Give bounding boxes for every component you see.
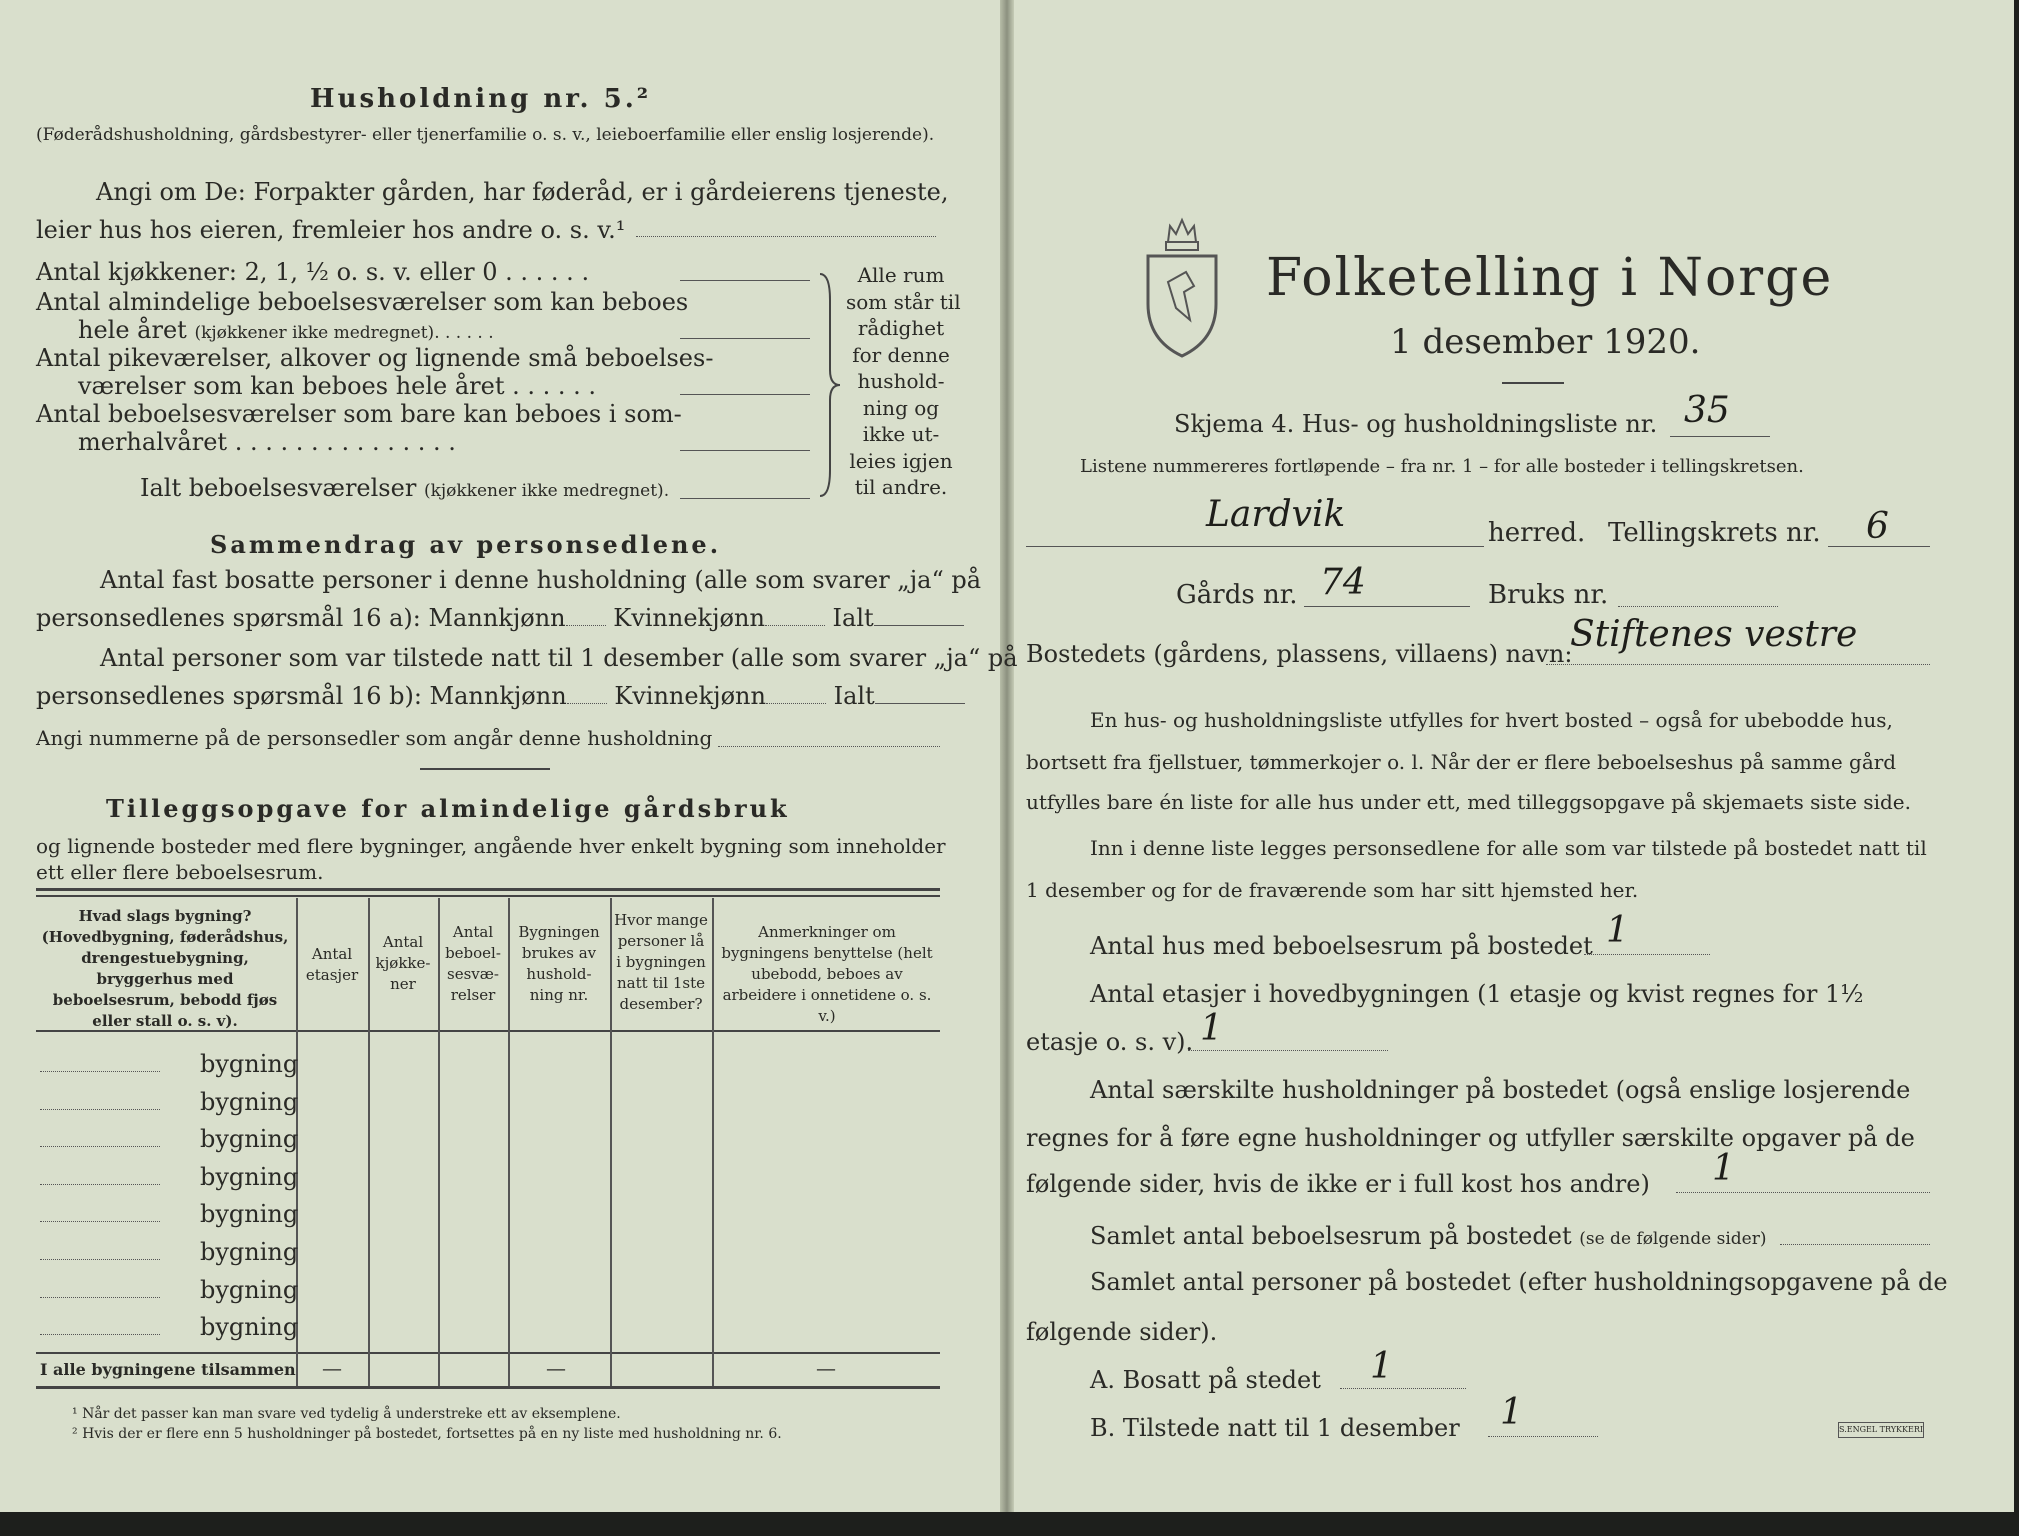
bygning-field[interactable] bbox=[40, 1071, 160, 1072]
bygning-label: bygning bbox=[200, 1087, 299, 1116]
footnote-1: ¹ Når det passer kan man svare ved tydelig å understreke ett av eksemplene. bbox=[72, 1406, 621, 1422]
table-row[interactable] bbox=[40, 1272, 299, 1310]
bygning-label: bygning bbox=[200, 1200, 299, 1229]
sommer-line2: merhalvåret . . . . . . . . . . . . . . . bbox=[78, 428, 456, 456]
pike-answer-line[interactable] bbox=[680, 394, 810, 395]
total-dash: — bbox=[546, 1356, 566, 1380]
ialt-answer-line[interactable] bbox=[680, 498, 810, 499]
table-header-cell bbox=[38, 906, 292, 1032]
bostedets-value: Stiftenes vestre bbox=[1570, 614, 1858, 655]
almindelige-line2 bbox=[78, 316, 494, 344]
ialt-line bbox=[140, 474, 669, 502]
sommer-line1: Antal beboelsesværelser som bare kan beboes i som- bbox=[36, 400, 682, 428]
side-note-line: ikke ut- bbox=[862, 422, 940, 446]
tilstede-mann-label: personsedlenes spørsmål 16 b): Mannkjønn bbox=[36, 682, 567, 710]
table-header-cell: Antal etasjer bbox=[305, 945, 359, 984]
tillegg-title: Tilleggsopgave for almindelige gårdsbruk bbox=[106, 794, 790, 823]
tilstede-kvinne-label: Kvinnekjønn bbox=[614, 682, 766, 710]
antal-hus-label: Antal hus med beboelsesrum på bostedet bbox=[1090, 932, 1593, 960]
angi-answer-line[interactable] bbox=[636, 236, 936, 237]
printer-stamp: S.ENGEL TRYKKERI bbox=[1838, 1422, 1924, 1438]
tilstede-label: B. Tilstede natt til 1 desember bbox=[1090, 1414, 1460, 1442]
bostedets-label: Bostedets (gårdens, plassens, villaens) navn: bbox=[1026, 640, 1573, 668]
table-row[interactable] bbox=[40, 1309, 299, 1347]
side-note-line: for denne bbox=[852, 342, 950, 367]
total-dash: — bbox=[322, 1356, 342, 1380]
instruction-line: 1 desember og for de fraværende som har sitt hjemsted her. bbox=[1026, 878, 1639, 902]
table-row[interactable] bbox=[40, 1159, 299, 1197]
bosatt-line[interactable] bbox=[1340, 1388, 1466, 1389]
household-intro: (Føderådshusholdning, gårdsbestyrer- eller tjenerfamilie o. s. v., leieboerfamilie eller enslig losjerende). bbox=[36, 125, 935, 145]
total-dash: — bbox=[816, 1356, 836, 1380]
husholdninger-line2: regnes for å føre egne husholdninger og utfyller særskilte opgaver på de bbox=[1026, 1124, 1915, 1152]
section-divider bbox=[420, 768, 550, 770]
tillegg-line1: og lignende bosteder med flere bygninger, angående hver enkelt bygning som inneholder bbox=[36, 834, 946, 858]
bygning-label: bygning bbox=[200, 1313, 299, 1342]
instruction-line: Inn i denne liste legges personsedlene for alle som var tilstede på bostedet natt til bbox=[1090, 836, 1927, 860]
almindelige-line1: Antal almindelige beboelsesværelser som kan beboes bbox=[36, 288, 689, 316]
tilstede-line2 bbox=[36, 682, 965, 710]
almindelige-answer-line[interactable] bbox=[680, 338, 810, 339]
gards-value: 74 bbox=[1320, 562, 1366, 603]
etasjer-line2: etasje o. s. v). bbox=[1026, 1028, 1194, 1056]
side-note-line: hushold- bbox=[857, 369, 945, 393]
side-note-line: rådighet bbox=[857, 316, 945, 340]
bostedets-line[interactable] bbox=[1546, 664, 1930, 665]
fast-mann-label: personsedlenes spørsmål 16 a): Mannkjønn bbox=[36, 604, 566, 632]
bosatt-value: 1 bbox=[1370, 1346, 1393, 1387]
side-note-line: til andre. bbox=[854, 475, 948, 499]
samlet-rum-line-field[interactable] bbox=[1780, 1244, 1930, 1245]
table-header-cell: Hvor mange personer lå i bygningen natt til 1ste desember? bbox=[614, 911, 708, 1013]
etasjer-value: 1 bbox=[1200, 1008, 1223, 1049]
gards-line[interactable] bbox=[1304, 606, 1470, 607]
herred-label: herred. bbox=[1488, 518, 1586, 548]
tellingskrets-label: Tellingskrets nr. bbox=[1608, 518, 1821, 548]
husholdninger-line3: følgende sider, hvis de ikke er i full kost hos andre) bbox=[1026, 1170, 1650, 1198]
fast-ialt-label: Ialt bbox=[832, 604, 874, 632]
tilstede-ialt-label: Ialt bbox=[833, 682, 875, 710]
table-header-cell: Anmerkninger om bygningens benyttelse (helt ubebodd, beboes av arbeidere i onnetidene o. s. v.) bbox=[721, 923, 933, 1025]
husholdninger-value: 1 bbox=[1712, 1148, 1735, 1189]
tellingskrets-value: 6 bbox=[1866, 506, 1889, 547]
census-date: 1 desember 1920. bbox=[1390, 322, 1701, 362]
almindelige-text: hele året bbox=[78, 316, 187, 344]
tilstede-ialt-field[interactable] bbox=[875, 703, 965, 704]
table-row[interactable] bbox=[40, 1234, 299, 1272]
table-header-text: Hvad slags bygning? (Hovedbygning, føderådshus, drengestuebygning, bryggerhus med beboelsesrum, bebodd fjøs eller stall o. s. v). bbox=[41, 907, 289, 1030]
census-title: Folketelling i Norge bbox=[1266, 248, 1834, 308]
table-header-cell: Bygningen brukes av hushold-ning nr. bbox=[518, 923, 600, 1004]
bygning-field[interactable] bbox=[40, 1184, 160, 1185]
pike-line2: værelser som kan beboes hele året . . . . . . bbox=[78, 372, 597, 400]
bruks-label: Bruks nr. bbox=[1488, 580, 1609, 610]
side-note-line: ning og bbox=[862, 395, 940, 420]
table-col-divider bbox=[610, 898, 612, 1386]
title-divider bbox=[1502, 382, 1564, 384]
samlet-rum-note: (se de følgende sider) bbox=[1579, 1229, 1767, 1249]
skjema-nr-value: 35 bbox=[1684, 390, 1730, 431]
bruks-line[interactable] bbox=[1618, 606, 1778, 607]
instruction-line: En hus- og husholdningsliste utfylles for hvert bosted – også for ubebodde hus, bbox=[1090, 708, 1893, 732]
table-total-rule bbox=[36, 1352, 940, 1354]
almindelige-note: (kjøkkener ikke medregnet). . . . . . bbox=[194, 323, 494, 343]
tilstede-line[interactable] bbox=[1488, 1436, 1598, 1437]
etasjer-line1: Antal etasjer i hovedbygningen (1 etasje og kvist regnes for 1½ bbox=[1090, 980, 1864, 1008]
husholdninger-line[interactable] bbox=[1676, 1192, 1930, 1193]
tillegg-line2: ett eller flere beboelsesrum. bbox=[36, 860, 324, 884]
table-col-divider bbox=[508, 898, 510, 1386]
table-top-rule-inner bbox=[36, 895, 940, 897]
bygning-field[interactable] bbox=[40, 1146, 160, 1147]
table-row[interactable] bbox=[40, 1121, 299, 1159]
table-col-divider bbox=[368, 898, 370, 1386]
antal-hus-line[interactable] bbox=[1584, 954, 1710, 955]
fast-mann-field[interactable] bbox=[566, 625, 606, 626]
instruction-line: bortsett fra fjellstuer, tømmerkojer o. l. Når der er flere beboelseshus på samme gård bbox=[1026, 750, 1897, 774]
husholdninger-line1: Antal særskilte husholdninger på bostedet (også enslige losjerende bbox=[1090, 1076, 1911, 1104]
side-note bbox=[846, 262, 961, 501]
samlet-rum-line bbox=[1090, 1222, 1766, 1250]
bygning-field[interactable] bbox=[40, 1334, 160, 1335]
fast-line2 bbox=[36, 604, 964, 632]
sommer-answer-line[interactable] bbox=[680, 450, 810, 451]
footnote-2: ² Hvis der er flere enn 5 husholdninger på bostedet, fortsettes på en ny liste med husholdning nr. 6. bbox=[72, 1426, 782, 1442]
instruction-line: utfylles bare én liste for alle hus under ett, med tilleggsopgave på skjemaets siste side. bbox=[1026, 790, 1911, 814]
bygning-field[interactable] bbox=[40, 1297, 160, 1298]
bygning-field[interactable] bbox=[40, 1221, 160, 1222]
bygning-rows bbox=[40, 1046, 299, 1347]
bygning-label: bygning bbox=[200, 1162, 299, 1191]
antal-hus-value: 1 bbox=[1606, 910, 1629, 951]
fast-line1: Antal fast bosatte personer i denne husholdning (alle som svarer „ja“ på bbox=[100, 566, 982, 594]
coat-of-arms-icon bbox=[1140, 212, 1224, 362]
table-header-cell: Antal beboel-sesvæ-relser bbox=[445, 923, 501, 1004]
bygning-label: bygning bbox=[200, 1237, 299, 1266]
bosatt-label: A. Bosatt på stedet bbox=[1090, 1366, 1321, 1394]
bygning-field[interactable] bbox=[40, 1259, 160, 1260]
angi-line1: Angi om De: Forpakter gården, har føderåd, er i gårdeierens tjeneste, bbox=[96, 178, 949, 206]
table-col-divider bbox=[438, 898, 440, 1386]
table-bottom-rule bbox=[36, 1386, 940, 1389]
page-fold bbox=[1000, 0, 1014, 1512]
household-title: Husholdning nr. 5.² bbox=[310, 84, 652, 114]
herred-value: Lardvik bbox=[1206, 494, 1346, 535]
kjokkener-label: Antal kjøkkener: 2, 1, ½ o. s. v. eller 0 . . . . . . bbox=[36, 258, 590, 286]
side-note-line: Alle rum bbox=[857, 263, 945, 287]
fast-kvinne-field[interactable] bbox=[765, 625, 825, 626]
pike-line1: Antal pikeværelser, alkover og lignende små beboelses- bbox=[36, 344, 714, 372]
samlet-pers-line2: følgende sider). bbox=[1026, 1318, 1218, 1346]
tilstede-kvinne-field[interactable] bbox=[766, 703, 826, 704]
brace-icon bbox=[816, 270, 846, 500]
side-note-line: leies igjen bbox=[849, 448, 953, 473]
listene-note: Listene nummereres fortløpende – fra nr. 1 – for alle bosteder i tellingskretsen. bbox=[1080, 456, 1804, 477]
sammendrag-title: Sammendrag av personsedlene. bbox=[210, 530, 722, 559]
table-col-divider bbox=[712, 898, 714, 1386]
fast-ialt-field[interactable] bbox=[874, 625, 964, 626]
ialt-note: (kjøkkener ikke medregnet). bbox=[423, 481, 670, 501]
herred-line[interactable] bbox=[1026, 546, 1484, 547]
nummerne-line: Angi nummerne på de personsedler som angår denne husholdning bbox=[36, 726, 713, 750]
tilstede-mann-field[interactable] bbox=[567, 703, 607, 704]
samlet-rum-label: Samlet antal beboelsesrum på bostedet bbox=[1090, 1222, 1572, 1250]
angi-line2: leier hus hos eieren, fremleier hos andre o. s. v.¹ bbox=[36, 216, 626, 244]
kjokkener-answer-line[interactable] bbox=[680, 280, 810, 281]
skjema-label: Skjema 4. Hus- og husholdningsliste nr. bbox=[1174, 410, 1658, 438]
tilstede-line1: Antal personer som var tilstede natt til 1 desember (alle som svarer „ja“ på bbox=[100, 644, 1018, 672]
total-row-label: I alle bygningene tilsammen bbox=[40, 1360, 296, 1379]
bygning-label: bygning bbox=[200, 1275, 299, 1304]
table-row[interactable] bbox=[40, 1084, 299, 1122]
bygning-label: bygning bbox=[200, 1125, 299, 1154]
gards-label: Gårds nr. bbox=[1176, 580, 1298, 610]
nummerne-field[interactable] bbox=[718, 746, 940, 747]
side-note-line: som står til bbox=[846, 289, 961, 314]
skjema-nr-line[interactable] bbox=[1670, 436, 1770, 437]
table-top-rule bbox=[36, 888, 940, 891]
tellingskrets-line[interactable] bbox=[1828, 546, 1930, 547]
tilstede-value: 1 bbox=[1500, 1392, 1523, 1433]
bygning-label: bygning bbox=[200, 1050, 299, 1078]
table-row[interactable] bbox=[40, 1046, 299, 1084]
samlet-pers-line1: Samlet antal personer på bostedet (efter husholdningsopgavene på de bbox=[1090, 1268, 1948, 1296]
bygning-field[interactable] bbox=[40, 1109, 160, 1110]
fast-kvinne-label: Kvinnekjønn bbox=[613, 604, 765, 632]
table-header-cell: Antal kjøkke-ner bbox=[375, 933, 431, 993]
table-row[interactable] bbox=[40, 1196, 299, 1234]
ialt-label: Ialt beboelsesværelser bbox=[140, 474, 417, 502]
etasjer-line[interactable] bbox=[1188, 1050, 1388, 1051]
